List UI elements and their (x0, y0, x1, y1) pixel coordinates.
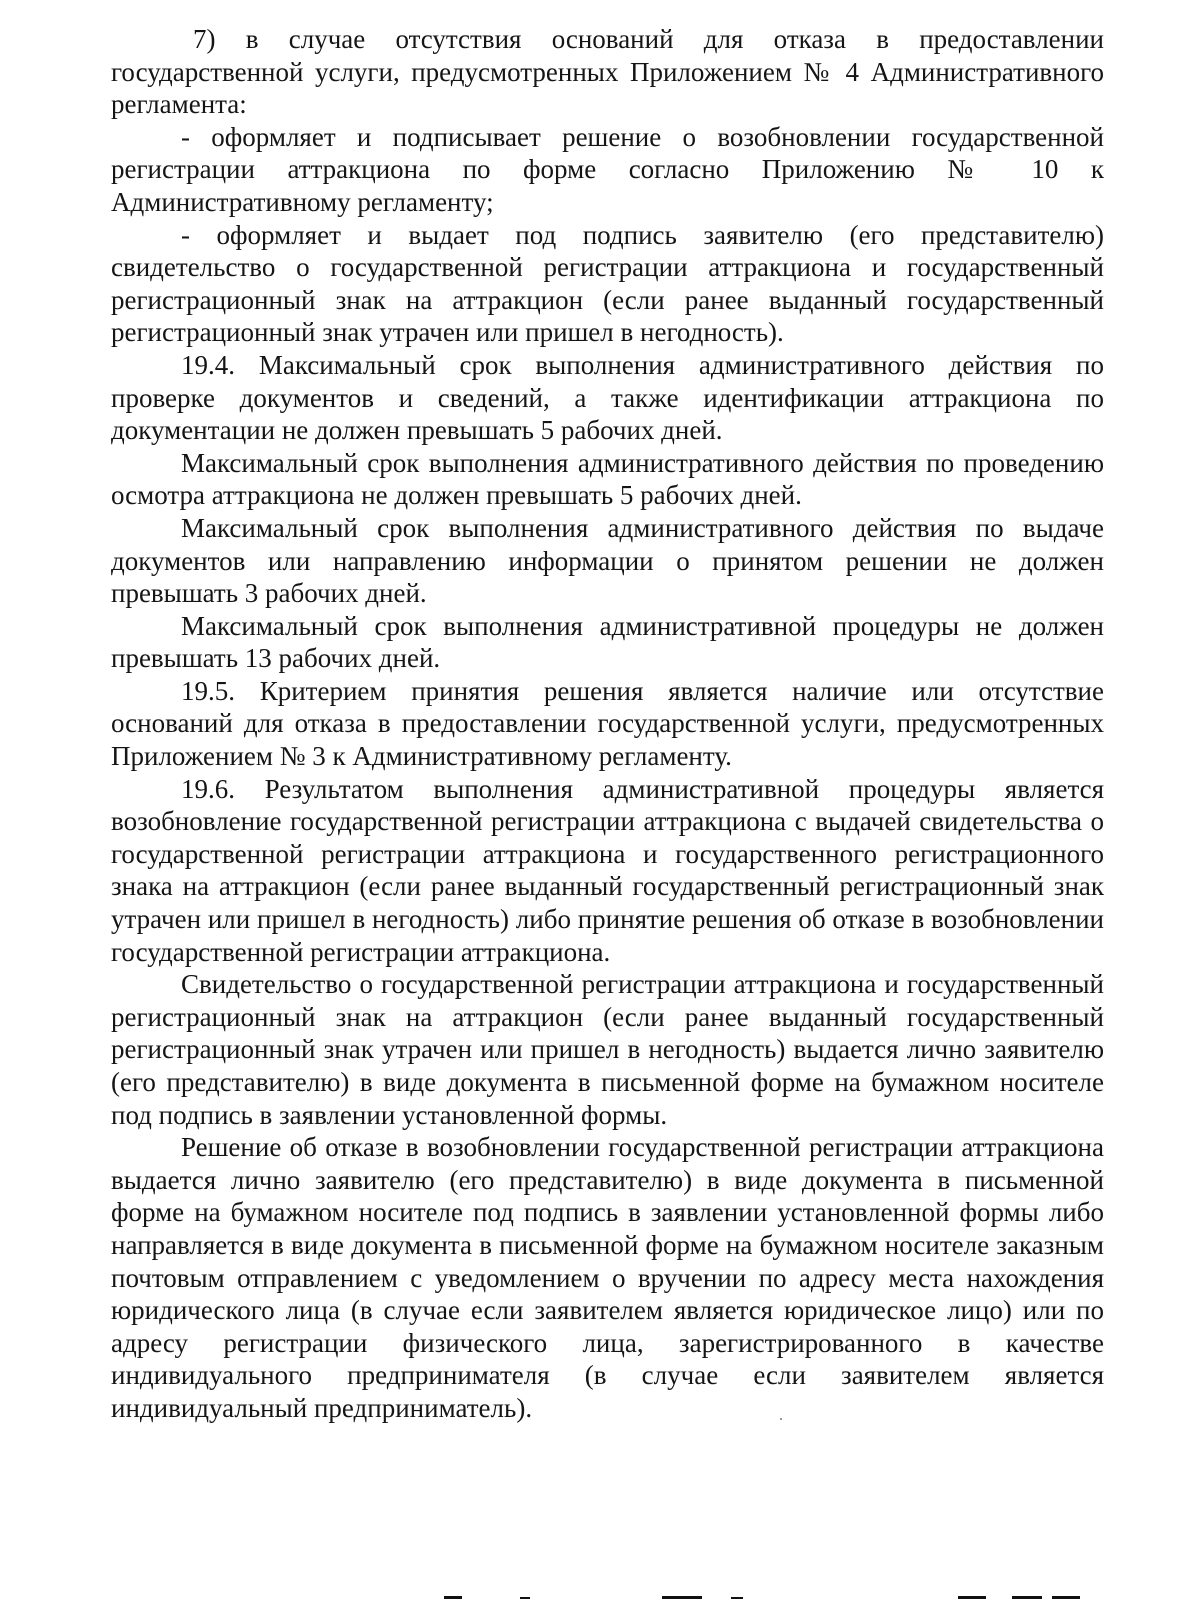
scan-artifact-2 (520, 1597, 530, 1599)
paragraph-19-5: 19.5. Критерием принятия решения является наличие или отсутствие оснований для отказа в предоставлении государственной услуги, предусмотренных Приложением № 3 к Административному регламенту. (111, 675, 1104, 772)
scan-artifact-6 (1012, 1596, 1042, 1599)
scan-artifact-7 (1052, 1596, 1080, 1599)
scan-artifact-5 (958, 1596, 986, 1599)
paragraph-certificate-delivery: Свидетельство о государственной регистрации аттракциона и государственный регистрационный знак на аттракцион (если ранее выданный государственный регистрационный знак утрачен или пришел в негодность) выдается лично заявителю (его представителю) в виде документа в письменной форме на бумажном носителе под подпись в заявлении установленной формы. (111, 969, 1104, 1130)
paragraph-item-7: 7) в случае отсутствия оснований для отказа в предоставлении государственной услуги, предусмотренных Приложением № 4 Административного регламента: (111, 24, 1104, 120)
paragraph-19-4: 19.4. Максимальный срок выполнения административного действия по проверке документов и сведений, а также идентификации аттракциона по документации не должен превышать 5 рабочих дней. (111, 349, 1104, 446)
paragraph-19-6: 19.6. Результатом выполнения административной процедуры является возобновление государственной регистрации аттракциона с выдачей свидетельства о государственной регистрации аттракциона и государственного регистрационного знака на аттракцион (если ранее выданный государственный регистрационный знак утрачен или пришел в негодность) либо принятие решения об отказе в возобновлении государственной регистрации аттракциона. (111, 773, 1104, 967)
paragraph-inspection-term: Максимальный срок выполнения административного действия по проведению осмотра аттракциона не должен превышать 5 рабочих дней. (111, 447, 1104, 511)
paragraph-decision-form: - оформляет и подписывает решение о возобновлении государственной регистрации аттракциона по форме согласно Приложению № 10 к Административному регламенту; (111, 121, 1104, 217)
paragraph-certificate-issue: - оформляет и выдает под подпись заявителю (его представителю) свидетельство о государственной регистрации аттракциона и государственный регистрационный знак на аттракцион (если ранее выданный государственный регистрационный знак утрачен или пришел в негодность). (111, 219, 1104, 348)
scan-artifact-4 (731, 1597, 743, 1599)
scan-speck (780, 1418, 782, 1420)
document-body (111, 23, 1104, 1425)
scan-artifact-1 (444, 1596, 462, 1599)
paragraph-issuance-term: Максимальный срок выполнения административного действия по выдаче документов или направлению информации о принятом решении не должен превышать 3 рабочих дней. (111, 512, 1104, 609)
paragraph-refusal-delivery: Решение об отказе в возобновлении государственной регистрации аттракциона выдается лично заявителю (его представителю) в виде документа в письменной форме на бумажном носителе под подпись в заявлении установленной формы либо направляется в виде документа в письменной форме на бумажном носителе заказным почтовым отправлением с уведомлением о вручении по адресу места нахождения юридического лица (в случае если заявителем является юридическое лицо) или по адресу регистрации физического лица, зарегистрированного в качестве индивидуального предпринимателя (в случае если заявителем является индивидуальный предприниматель). (111, 1132, 1104, 1423)
paragraph-procedure-term: Максимальный срок выполнения административной процедуры не должен превышать 13 рабочих дней. (111, 610, 1104, 674)
scan-artifact-3 (662, 1596, 702, 1599)
